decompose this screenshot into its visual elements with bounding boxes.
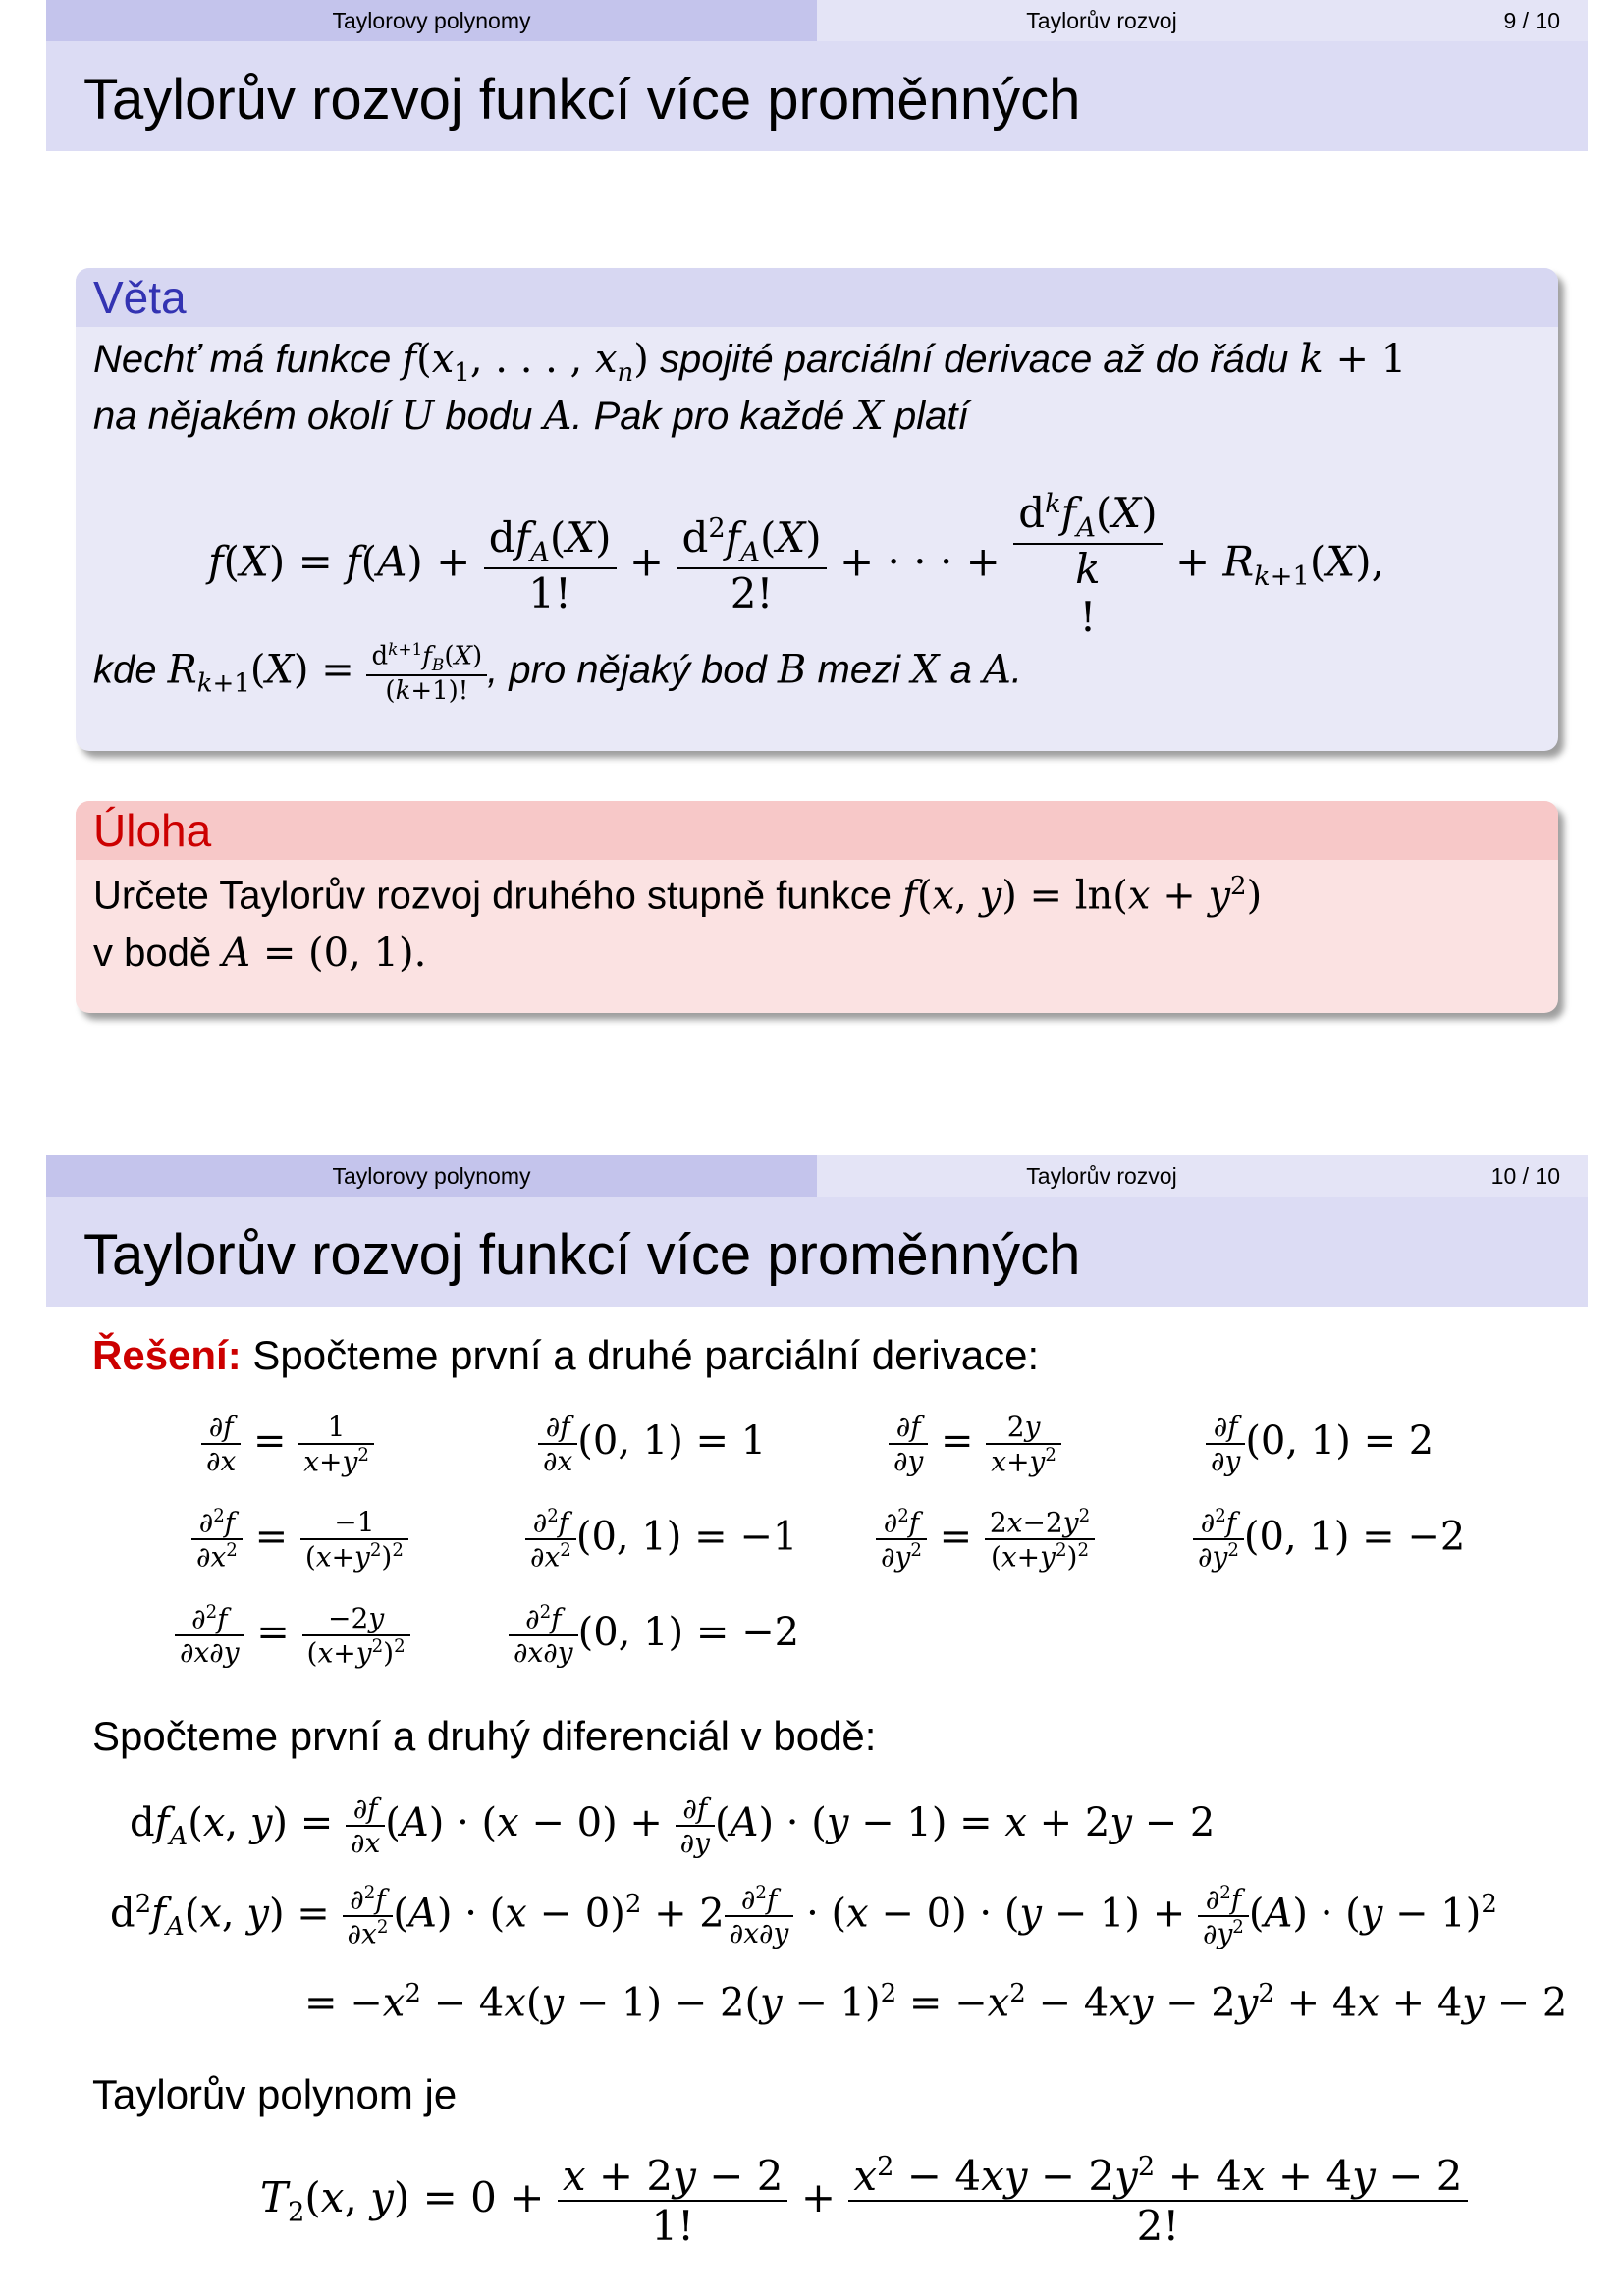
- theorem-heading: Věta: [76, 268, 1558, 327]
- page-number: 9 / 10: [1386, 0, 1588, 41]
- frame-title: Taylorův rozvoj funkcí více proměnných: [83, 68, 1081, 132]
- header-subsection[interactable]: Taylorův rozvoj: [817, 0, 1386, 41]
- deriv-fxy: $\frac{\partial^2f}{\partial x\partial y}$ = $\frac{-2y}{(x+y^2)^2}$: [175, 1602, 410, 1669]
- task-line-2: v bodě A = (0, 1).: [93, 931, 427, 976]
- task-block: [76, 801, 1558, 1013]
- theorem-block: [76, 268, 1558, 751]
- frame-title: Taylorův rozvoj funkcí více proměnných: [83, 1223, 1081, 1287]
- deriv-fy: $\frac{\partial f}{\partial y}$ = $\frac{2y}{x+y^2}$: [889, 1411, 1061, 1477]
- deriv-fyy: $\frac{\partial^2f}{\partial y^2}$ = $\frac{2x-2y^2}{(x+y^2)^2}$: [876, 1506, 1095, 1574]
- task-heading: Úloha: [76, 801, 1558, 860]
- deriv-fyy-value: $\frac{\partial^2f}{\partial y^2}$ (0, 1) = −2: [1193, 1506, 1465, 1574]
- frame-title-bar: [46, 41, 1588, 151]
- frame-title-bar: [46, 1197, 1588, 1307]
- taylor-polynomial: $T_2(x$, y) = 0 + $\frac{x + 2y - 2}{1!}$ + $\frac{x^2 - 4xy - 2y^2 + 4x + 4y - 2}{2!}$: [260, 2152, 1468, 2250]
- slide-header: [46, 0, 1588, 41]
- header-subsection[interactable]: Taylorův rozvoj: [817, 1155, 1386, 1197]
- differential-intro: Spočteme první a druhý diferenciál v bodě:: [92, 1713, 877, 1759]
- deriv-fxx-value: $\frac{\partial^2f}{\partial x^2}$ (0, 1) = −1: [525, 1506, 797, 1574]
- second-differential-expanded: = $-x^2 - 4x(y - 1) - 2(y - 1)^2 = -x^2 - 4xy - 2y^2 + 4x + 4y - 2$: [304, 1979, 1568, 2026]
- first-differential: $df_A(x$, y) = $\frac{\partial f}{\partial x}$ (A) · (x − 0) + $\frac{\partial f}{\partial y}$ (A) · (y − 1) = x + 2y − 2: [130, 1792, 1216, 1859]
- deriv-fxy-value: $\frac{\partial^2f}{\partial x\partial y}$ (0, 1) = −2: [509, 1602, 799, 1669]
- theorem-line-1: Nechť má funkce $f(x_1$, . . . , $x_n$) spojité parciální derivace až do řádu k + 1: [93, 337, 1407, 388]
- task-line-1: Určete Taylorův rozvoj druhého stupně funkce f(x, $y) = \ln(x + y^2)$: [93, 872, 1263, 919]
- theorem-line-3: kde $R_{k+1}(X)$ = $\frac{d^{k+1}f_B(X)}{(k+1)!}$ , pro nějaký bod B mezi X a A.: [93, 639, 1022, 706]
- second-differential: $d^2f_A(x$, y) = $\frac{\partial^2f}{\partial x^2}$ $(A) \cdot (x - 0)^2 + 2$ $\frac{\partial^2f}{\partial x\partial y}$ · (x − 0) · (y − 1) + $\frac{\partial^2f}{\partial y^2}$ $(A) \cdot (y - 1)^2$: [110, 1883, 1497, 1950]
- deriv-fx: $\frac{\partial f}{\partial x}$ = $\frac{1}{x+y^2}$: [201, 1411, 374, 1477]
- theorem-line-2: na nějakém okolí U bodu A. Pak pro každé X platí: [93, 394, 969, 439]
- deriv-fx-value: $\frac{\partial f}{\partial x}$ (0, 1) = 1: [538, 1411, 766, 1477]
- slide-header: [46, 1155, 1588, 1197]
- deriv-fxx: $\frac{\partial^2f}{\partial x^2}$ = $\frac{-1}{(x+y^2)^2}$: [191, 1506, 408, 1574]
- solution-intro: Řešení: Spočteme první a druhé parciální derivace:: [92, 1332, 1040, 1378]
- taylor-formula: f(X) = f(A) + $\frac{df_A(X)}{1!}$ + $\frac{d^2f_A(X)}{2!}$ + · · · + $d^kf_A(X)$ k ! + $R_{k+1}(X)$,: [208, 489, 1384, 642]
- page-number: 10 / 10: [1386, 1155, 1588, 1197]
- polynomial-intro: Taylorův polynom je: [92, 2071, 458, 2117]
- slide-9: [46, 0, 1588, 1090]
- deriv-fy-value: $\frac{\partial f}{\partial y}$ (0, 1) = 2: [1206, 1411, 1434, 1477]
- header-section[interactable]: Taylorovy polynomy: [46, 1155, 817, 1197]
- header-section[interactable]: Taylorovy polynomy: [46, 0, 817, 41]
